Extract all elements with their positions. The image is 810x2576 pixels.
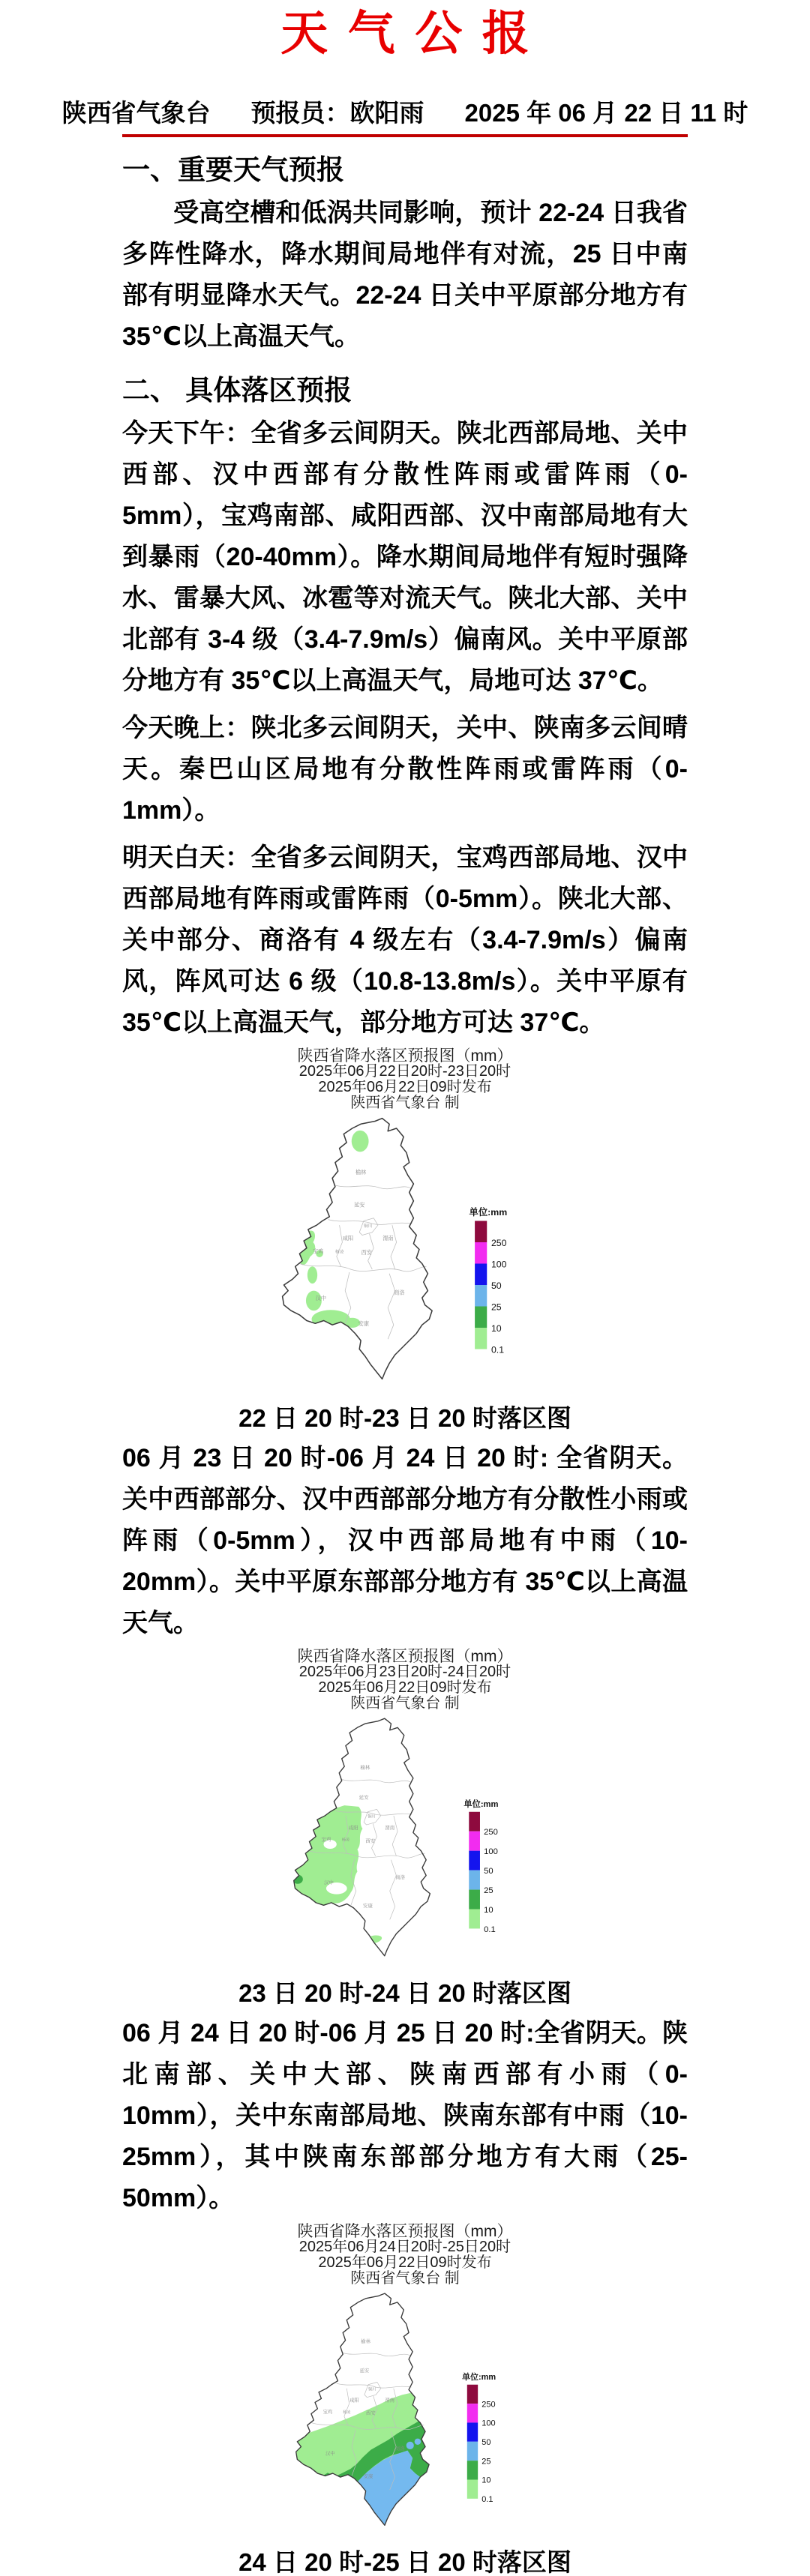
city-label: 宝鸡	[312, 1248, 324, 1255]
legend-swatch	[469, 1871, 480, 1890]
important-forecast-paragraph: 受高空槽和低涡共同影响，预计 22-24 日我省多阵性降水，降水期间局地伴有对流，25 日中南部有明显降水天气。22-24 日关中平原部分地方有 35℃以上高温天气。	[122, 199, 688, 352]
legend-value: 100	[490, 1259, 507, 1270]
city-label: 杨凌	[343, 2410, 351, 2415]
city-label: 汉中	[315, 1295, 327, 1302]
legend	[470, 1206, 508, 1355]
map2-caption: 23 日 20 时-24 日 20 时落区图	[238, 1979, 572, 2008]
forecast-paragraph-tonight	[122, 708, 688, 831]
city-label: 宝鸡	[322, 2409, 333, 2415]
paragraph-lead: 今天晚上：	[122, 714, 251, 743]
paragraph-text: 全省阴天。陕北南部、关中大部、陕南西部有小雨（0-10mm），关中东南部局地、陕南东部有中雨（10-25mm），其中陕南东部部分地方有大雨（25-50mm）。	[122, 2019, 688, 2213]
rain-map-figure-day1	[0, 1048, 810, 1432]
legend-swatch	[467, 2442, 478, 2461]
map-valid-period: 2025年06月23日20时-24日20时	[298, 1664, 512, 1681]
city-label: 安康	[362, 1904, 373, 1910]
legend-value: 250	[483, 1828, 498, 1838]
map-valid-period: 2025年06月24日20时-25日20时	[298, 2239, 512, 2256]
map1-canvas	[0, 1114, 810, 1399]
city-label: 铜川	[368, 2387, 376, 2392]
city-label: 榆林	[359, 1765, 370, 1771]
legend-swatch	[475, 1264, 487, 1286]
legend-swatch	[469, 1910, 480, 1929]
forecast-paragraph-day2	[122, 1438, 688, 1644]
paragraph-text: 陕北多云间阴天，关中、陕南多云间晴天。秦巴山区局地有分散性阵雨或雷阵雨（0-1mm）。	[122, 714, 688, 825]
legend-value: 100	[483, 1847, 498, 1857]
forecast-paragraph-day3	[122, 2013, 688, 2219]
legend-value: 250	[482, 2400, 496, 2410]
map-issue-time: 2025年06月22日09时发布	[318, 2254, 492, 2272]
legend-unit-label: 单位:mm	[463, 1799, 499, 1809]
legend	[462, 2371, 496, 2504]
map-title: 陕西省降水落区预报图（mm）	[297, 1047, 513, 1065]
rain-area-25mm	[415, 2439, 421, 2445]
map2-canvas	[0, 1715, 810, 1974]
section1-heading: 一、重要天气预报	[122, 154, 344, 186]
map-producer: 陕西省气象台 制	[350, 1695, 460, 1712]
map3-caption: 24 日 20 时-25 日 20 时落区图	[238, 2548, 572, 2576]
map-issue-time: 2025年06月22日09时发布	[318, 1679, 492, 1697]
rain-area-0.1mm	[308, 1266, 317, 1284]
city-label: 延安	[354, 1202, 365, 1209]
legend-value: 0.1	[482, 2495, 494, 2505]
legend-value: 10	[482, 2476, 491, 2485]
city-label: 铜川	[367, 1814, 376, 1820]
legend-value: 25	[482, 2457, 491, 2467]
map-title: 陕西省降水落区预报图（mm）	[297, 2223, 513, 2241]
legend-swatch	[469, 1832, 480, 1851]
city-label: 汉中	[325, 2451, 335, 2457]
legend-swatch	[475, 1242, 487, 1264]
map-producer: 陕西省气象台 制	[350, 1095, 460, 1112]
forecast-paragraph-today-afternoon	[122, 413, 688, 702]
legend-value: 25	[483, 1886, 494, 1896]
city-label: 咸阳	[350, 2398, 359, 2404]
page-title: 天气公报	[280, 7, 550, 60]
city-label: 商洛	[394, 1875, 405, 1881]
weather-bulletin-page	[0, 3, 810, 2576]
legend-swatch	[467, 2404, 478, 2422]
header-meta	[0, 94, 810, 129]
rain-area-25mm	[406, 2442, 414, 2449]
legend-swatch	[467, 2423, 478, 2442]
city-label: 商洛	[394, 1289, 405, 1296]
header-rule	[122, 134, 688, 137]
legend-swatch	[475, 1285, 487, 1307]
shaanxi-map-day2	[281, 1715, 530, 1974]
legend-value: 100	[482, 2419, 496, 2428]
city-label: 商洛	[394, 2446, 405, 2452]
map-title: 陕西省降水落区预报图（mm）	[297, 1648, 513, 1666]
map-valid-period: 2025年06月22日20时-23日20时	[298, 1063, 512, 1080]
forecaster-name: 预报员：欧阳雨	[250, 99, 424, 127]
rain-map-figure-day2	[0, 1649, 810, 2007]
paragraph-text: 全省阴天。关中西部部分、汉中西部部分地方有分散性小雨或阵雨（0-5mm），汉中西部局地有中雨（10-20mm）。关中平原东部部分地方有 35℃以上高温天气。	[122, 1444, 688, 1638]
city-label: 榆林	[355, 1169, 367, 1176]
paragraph-text: 全省多云间阴天，宝鸡西部局地、汉中西部局地有阵雨或雷阵雨（0-5mm）。陕北大部、关中部分、商洛有 4 级左右（3.4-7.9m/s）偏南风，阵风可达 6 级（10.8-13.8m/s）。关中平原有 35℃以上高温天气，部分地方可达 37℃。	[122, 843, 688, 1038]
legend-value: 250	[490, 1237, 507, 1248]
city-label: 宝鸡	[320, 1837, 331, 1843]
legend-swatch	[467, 2385, 478, 2404]
rain-area-0.1mm	[352, 1131, 369, 1152]
legend-swatch	[469, 1812, 480, 1832]
section2-heading: 二、 具体落区预报	[122, 375, 352, 406]
city-label: 咸阳	[348, 1826, 358, 1832]
legend-swatch	[467, 2461, 478, 2479]
map2-header	[0, 1649, 810, 1712]
legend-value: 10	[483, 1905, 494, 1915]
legend-value: 10	[490, 1322, 502, 1334]
paragraph-lead: 06 月 23 日 20 时-06 月 24 日 20 时:	[122, 1444, 549, 1473]
legend-swatch	[469, 1851, 480, 1871]
map-producer: 陕西省气象台 制	[350, 2270, 460, 2287]
forecast-paragraph-tomorrow	[122, 837, 688, 1044]
legend-value: 50	[482, 2438, 491, 2448]
map1-caption: 22 日 20 时-23 日 20 时落区图	[238, 1404, 572, 1433]
legend-swatch	[469, 1890, 480, 1910]
city-label: 汉中	[323, 1880, 334, 1886]
map3-canvas	[0, 2290, 810, 2543]
legend-value: 0.1	[490, 1344, 505, 1355]
city-label: 西安	[366, 2410, 376, 2416]
legend-swatch	[475, 1328, 487, 1349]
city-label: 铜川	[363, 1224, 373, 1230]
city-label: 西安	[361, 1250, 372, 1257]
paragraph-text: 全省多云间阴天。陕北西部局地、关中西部、汉中西部有分散性阵雨或雷阵雨（0-5mm），宝鸡南部、咸阳西部、汉中南部局地有大到暴雨（20-40mm）。降水期间局地伴有短时强降水、雷暴大风、冰雹等对流天气。陕北大部、关中北部有 3-4 级（3.4-7.9m/s）偏南风。关中平原部分地方有 35℃以上高温天气，局地可达 37℃。	[122, 419, 688, 696]
map1-header	[0, 1048, 810, 1111]
legend-value: 0.1	[483, 1925, 496, 1934]
legend-unit-label: 单位:mm	[469, 1207, 508, 1218]
city-label: 杨凌	[341, 1838, 350, 1843]
legend-value: 50	[483, 1867, 494, 1877]
legend	[464, 1799, 498, 1934]
city-label: 咸阳	[342, 1236, 354, 1242]
legend-swatch	[467, 2480, 478, 2499]
rain-map-figure-day3	[0, 2224, 810, 2576]
rain-area-0.1mm	[312, 1310, 350, 1328]
map-issue-time: 2025年06月22日09时发布	[318, 1079, 492, 1096]
issue-datetime: 2025 年 06 月 22 日 11 时	[464, 99, 748, 127]
city-label: 榆林	[361, 2339, 370, 2345]
legend-value: 50	[490, 1280, 502, 1291]
legend-swatch	[475, 1221, 487, 1243]
shaanxi-map-day3	[284, 2290, 526, 2543]
map3-header	[0, 2224, 810, 2287]
city-label: 渭南	[385, 2398, 395, 2404]
city-label: 西安	[364, 1838, 375, 1844]
legend-swatch	[475, 1307, 487, 1328]
city-label: 渭南	[384, 1826, 394, 1832]
city-label: 延安	[358, 1795, 369, 1801]
legend-value: 25	[490, 1301, 502, 1313]
city-label: 安康	[358, 1321, 370, 1328]
station-name: 陕西省气象台	[62, 99, 211, 127]
paragraph-lead: 明天白天：	[122, 843, 251, 873]
city-label: 安康	[363, 2474, 374, 2480]
shaanxi-map-day1	[268, 1114, 542, 1399]
paragraph-lead: 今天下午：	[122, 419, 251, 448]
city-label: 渭南	[382, 1236, 394, 1242]
city-label: 延安	[359, 2368, 370, 2374]
city-label: 杨凌	[334, 1250, 344, 1255]
paragraph-lead: 06 月 24 日 20 时-06 月 25 日 20 时:	[122, 2019, 535, 2048]
legend-unit-label: 单位:mm	[462, 2373, 496, 2383]
